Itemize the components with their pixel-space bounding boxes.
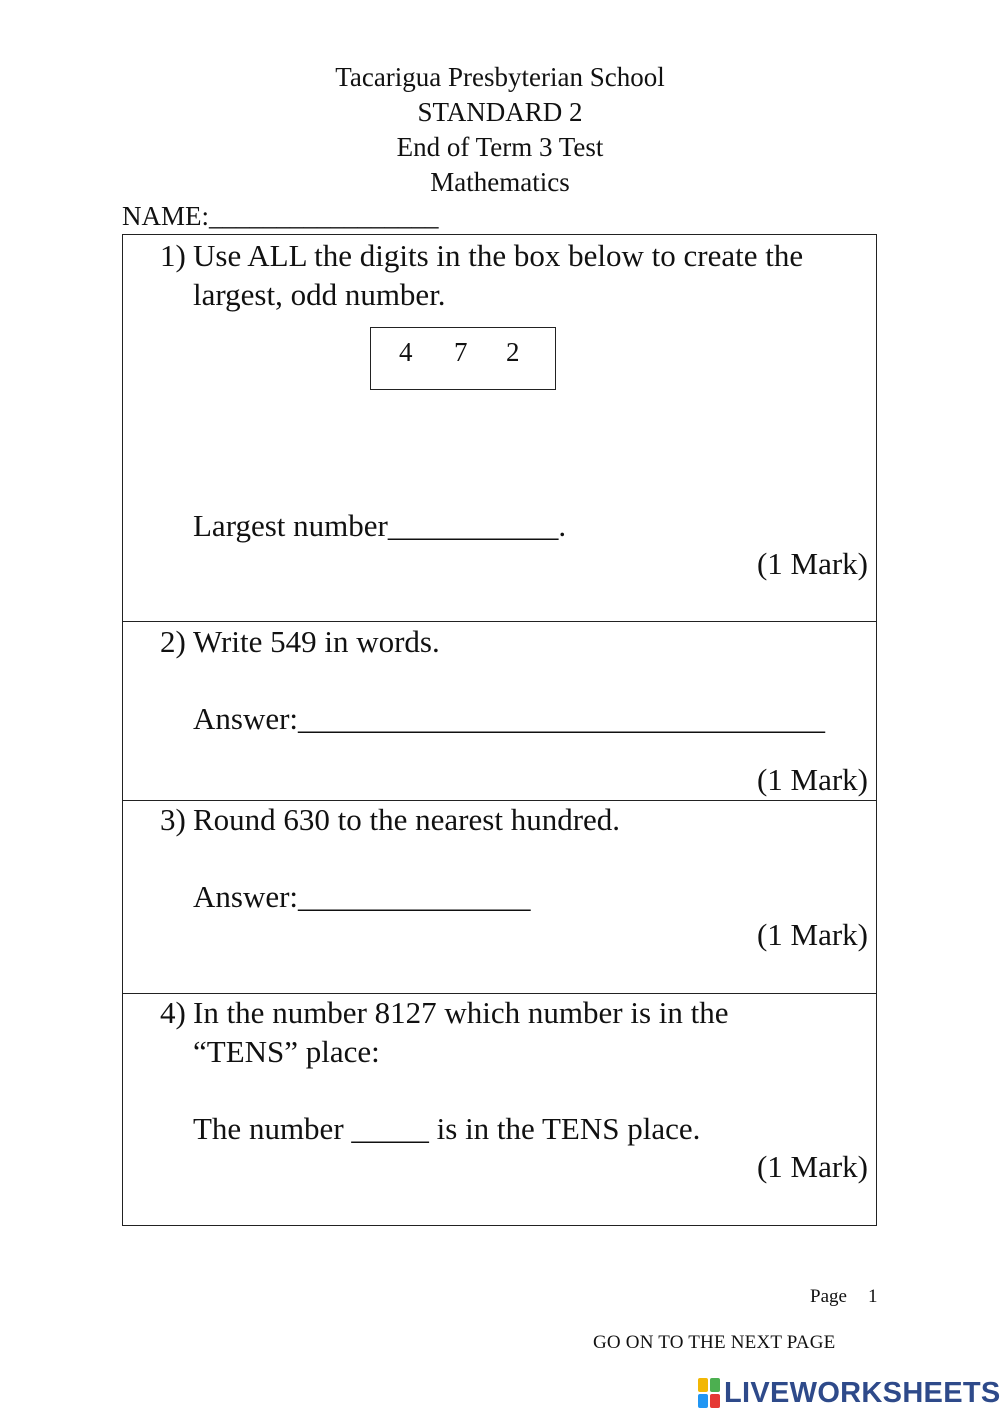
- logo-tile-green: [710, 1378, 720, 1392]
- standard-label: STANDARD 2: [417, 97, 583, 127]
- question-2-box: [122, 621, 877, 801]
- question-1-line-1: Use ALL the digits in the box below to create the: [193, 238, 804, 273]
- question-3-box: [122, 800, 877, 994]
- question-1-box: [122, 234, 877, 622]
- liveworksheets-logo[interactable]: [698, 1376, 1000, 1410]
- digits-box: [370, 327, 556, 390]
- question-3-answer-field[interactable]: Answer:_______________: [193, 879, 531, 914]
- name-field[interactable]: NAME:_________________: [122, 201, 439, 231]
- question-1-answer-field[interactable]: Largest number___________.: [193, 508, 567, 543]
- page-label: Page: [810, 1286, 847, 1307]
- logo-tile-red: [710, 1394, 720, 1408]
- next-page-note: GO ON TO THE NEXT PAGE: [593, 1332, 836, 1353]
- question-3-mark: (1 Mark): [756, 917, 868, 952]
- subject-title: Mathematics: [430, 167, 570, 197]
- question-4-line-2: “TENS” place:: [193, 1034, 380, 1069]
- digit-2: 7: [454, 337, 468, 367]
- digit-1: 4: [399, 337, 413, 367]
- question-4-line-1: In the number 8127 which number is in the: [193, 995, 729, 1030]
- question-2-answer-field[interactable]: Answer:__________________________________: [193, 701, 826, 736]
- school-name: Tacarigua Presbyterian School: [335, 62, 665, 92]
- question-2-line-1: Write 549 in words.: [193, 624, 440, 659]
- question-2-mark: (1 Mark): [756, 762, 868, 797]
- question-2-number: 2): [160, 624, 186, 659]
- test-title: End of Term 3 Test: [396, 132, 604, 162]
- logo-tile-blue: [698, 1394, 708, 1408]
- liveworksheets-icon: [698, 1378, 720, 1408]
- question-4-box: [122, 993, 877, 1226]
- question-3-line-1: Round 630 to the nearest hundred.: [193, 802, 621, 837]
- digit-3: 2: [506, 337, 520, 367]
- question-4-number: 4): [160, 995, 186, 1030]
- logo-tile-yellow: [698, 1378, 708, 1392]
- question-4-answer-field[interactable]: The number _____ is in the TENS place.: [193, 1111, 701, 1146]
- page-number: 1: [868, 1286, 878, 1307]
- question-1-number: 1): [160, 238, 186, 273]
- question-1-mark: (1 Mark): [756, 546, 868, 581]
- question-1-line-2: largest, odd number.: [193, 277, 446, 312]
- question-4-mark: (1 Mark): [756, 1149, 868, 1184]
- logo-text: LIVEWORKSHEETS: [724, 1377, 1000, 1409]
- question-3-number: 3): [160, 802, 186, 837]
